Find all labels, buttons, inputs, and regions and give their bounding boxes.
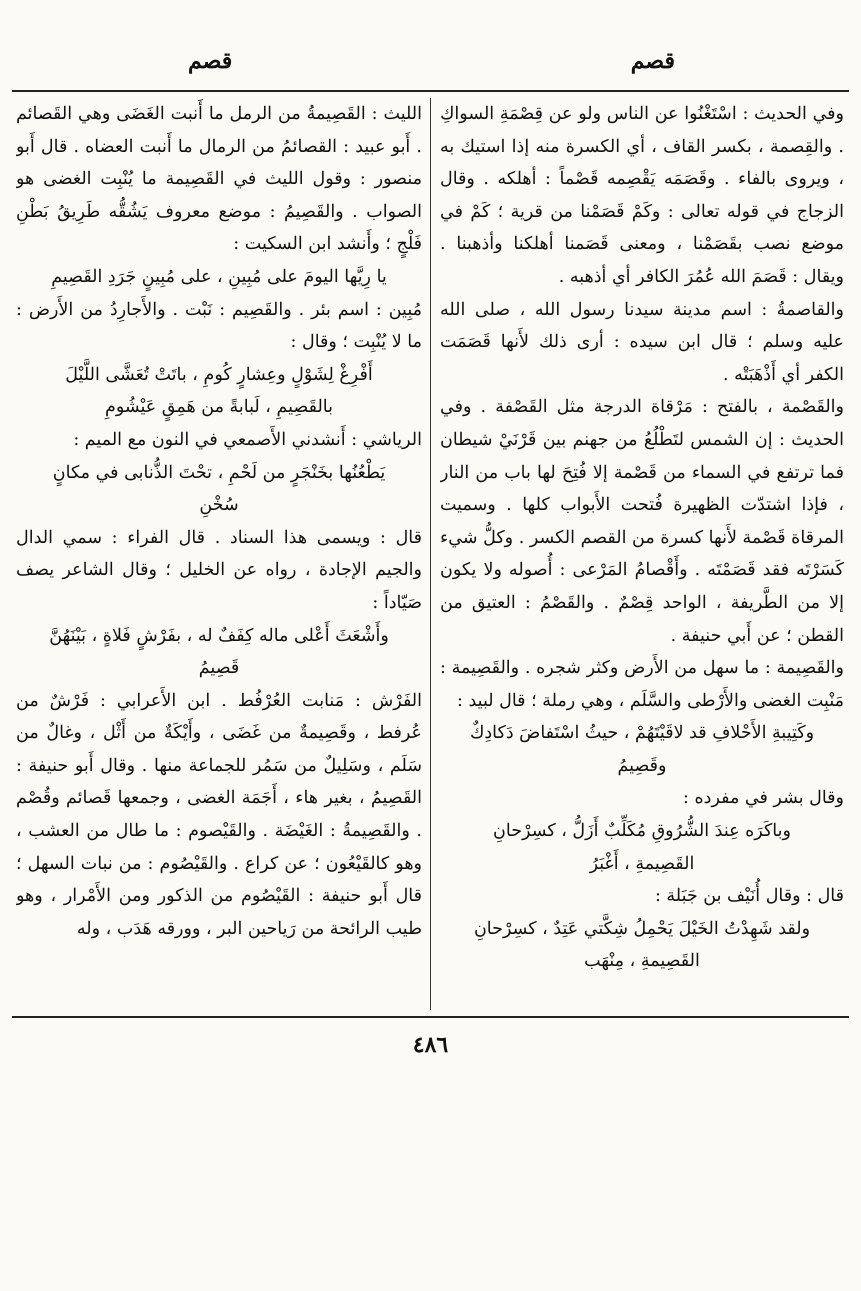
column-divider — [430, 98, 431, 1010]
verse: ولقد شَهِدْتُ الخَيْلَ يَحْمِلُ شِكَّتي عَتِدٌ ، كسِرْحانِ القَصِيمةِ ، مِنْهَب — [473, 918, 811, 972]
verse: وأَشْعَثَ أَعْلى ماله كِفَفٌ له ، بفَرْشٍ فَلاةٍ ، بَيْنَهُنَّ قَصِيمُ — [49, 625, 389, 679]
page-number: ٤٨٦ — [412, 1032, 449, 1058]
headword-right: قصم — [630, 48, 675, 74]
headword-left: قصم — [188, 48, 233, 74]
verse: يَطْعُنُها بخَنْجَرٍ من لَحْمِ ، تحْتَ الذُّنابى في مكانٍ سُخْنِ — [52, 462, 386, 516]
verse: أَفْرِغْ لِشَوْلٍ وعِشارٍ كُومِ ، باتَتْ تُعَشَّى اللَّيْلَ بالقَصِيمِ ، لَبابةً من هَمِقٍ عَيْشُومِ — [65, 364, 373, 418]
paragraph: والقَصْمة ، بالفتح : مَرْقاة الدرجة مثل القَصْفة . وفي الحديث : إن الشمس لتَطْلُعُ من جهنم بين قَرْنَيْ شيطان فما ترتفع في السماء من قَصْمة إلا فُتِحَ لها باب من النار ، فإذا اشتدّت الظهيرة فُتحت الأَبواب كلها . وسميت المرقاة قَصْمة لأَنها كسرة من القصم الكسر . وكلُّ شيء كَسَرْتَه فقد قَصَمْتَه . وأَقْصامُ المَرْعى : أُصوله ولا يكون إلا من الطَّريفة ، الواحد قِصْمٌ . والقَصْمُ : العتيق من القطن ؛ عن أَبي حنيفة . — [440, 397, 844, 646]
paragraph: الرياشي : أَنشدني الأَصمعي في النون مع الميم : — [73, 429, 422, 450]
paragraph: قال : ويسمى هذا السناد . قال الفراء : سمي الدال والجيم الإجادة ، رواه عن الخليل ؛ وقال الشاعر يصف صَيّاداً : — [16, 527, 422, 613]
paragraph: قال : وقال أُنَيْف بن جَبَلة : — [654, 886, 844, 907]
verse: وكَتِيبةِ الأَحْلافِ قد لاقَيْتَهُمْ ، حيثُ اسْتَفاضَ دَكادِكٌ وقَصِيمُ — [469, 723, 815, 776]
left-column — [16, 98, 422, 1010]
paragraph: الليث : القَصِيمةُ من الرمل ما أَنبت الغَضَى وهي القَصائم . أَبو عبيد : القصائمُ من الرمال ما أَنبت العضاه . قال أَبو منصور : وقول الليث في القَصِيمة ما يُنْبِت الغضى هو الصواب . والقَصِيمُ : موضع معروف يَشُقُّه طَرِيقُ بَطْنِ فَلْجٍ ؛ وأَنشد ابن السكيت : — [16, 104, 422, 255]
right-column — [440, 98, 844, 1010]
paragraph: الفَرْش : مَنابت العُرْفُط . ابن الأَعرابي : فَرْشٌ من عُرفط ، وقَصِيمةٌ من غَضَى ، وأَيْكَةٌ من أَثْل ، وغالٌ من سَلَم ، وسَلِيلٌ من سَمُر للجماعة منها . وقال أَبو حنيفة : القَصِيمُ ، بغير هاء ، أَجَمَة الغضى ، وجمعها قَصائم وقُصْم . والقَصِيمةُ : الغَيْضَة . والقَيْصوم : ما طال من العشب ، وهو كالقَيْعُون ؛ عن كراع . والقَيْصُوم : من نبات السهل ؛ قال أَبو حنيفة : القَيْصُوم من الذكور ومن الأَمْرار ، وهو طيب الرائحة من رَياحين البر ، وورقه هَدَب ، وله — [16, 690, 422, 939]
header-rule — [12, 90, 849, 92]
page-header — [0, 48, 861, 84]
paragraph: والقاصمةُ : اسم مدينة سيدنا رسول الله ، صلى الله عليه وسلم ؛ قال ابن سيده : أرى ذلك لأَنها قَصَمَت الكفر أي أَذْهَبَتْه . — [440, 299, 844, 385]
paragraph: وفي الحديث : اسْتَغْنُوا عن الناس ولو عن قِصْمَةِ السواكِ . والقِصمة ، بكسر القاف ، أي الكسرة منه إذا استيك به ، ويروى بالفاء . وقَصَمَه يَقْصِمه قَصْماً : أهلكه . وقال الزجاج في قوله تعالى : وكَمْ قَصَمْنا من قرية ؛ كَمْ في موضع نصب بقَصَمْنا ، ومعنى قَصَمنا أهلكنا وأذهبنا . ويقال : قَصَمَ الله عُمُرَ الكافر أي أذهبه . — [440, 104, 844, 287]
footer-rule — [12, 1016, 849, 1018]
paragraph: وقال بشر في مفرده : — [683, 788, 844, 809]
paragraph: والقَصِيمة : ما سهل من الأَرض وكثر شجره . والقَصِيمة : مَنْبِت الغضى والأَرْطى والسَّلَم ، وهي رملة ؛ قال لبيد : — [440, 658, 844, 711]
verse: يا رِيَّها اليومَ على مُبِينِ ، على مُبِينٍ جَرَدِ القَصِيمِ — [51, 266, 387, 287]
verse: وباكَرَه عِندَ الشُّرُوقِ مُكَلِّبٌ أَزَلُّ ، كسِرْحانِ القَصِيمةِ ، أَغْبَرُ — [493, 821, 791, 874]
paragraph: مُبِين : اسم بئر . والقَصِيم : نَبْت . والأَجارِدُ من الأَرض : ما لا يُنْبِت ؛ وقال : — [16, 299, 422, 353]
